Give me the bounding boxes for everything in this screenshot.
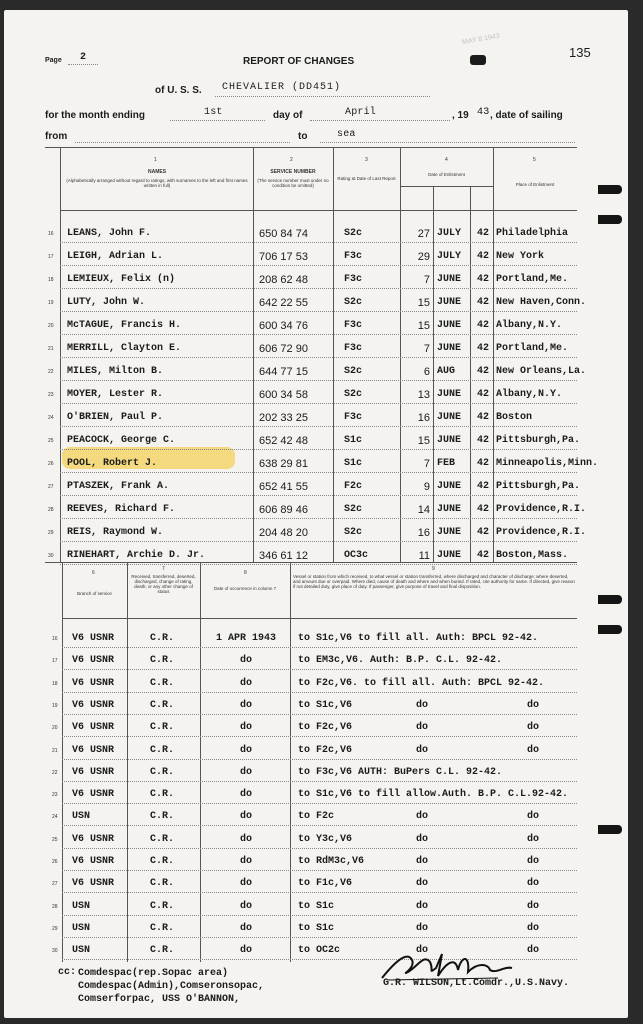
change-type: C.R.: [150, 900, 175, 912]
branch-of-service: USN: [72, 945, 91, 957]
change-type: C.R.: [150, 677, 175, 689]
rating: S2c: [344, 366, 363, 377]
enlist-place: Portland,Me.: [496, 343, 569, 354]
enlist-place: Albany,N.Y.: [496, 389, 563, 400]
crew-name: REIS, Raymond W.: [67, 527, 164, 538]
page-number: 2: [80, 52, 87, 63]
column-number: 6: [92, 570, 95, 576]
service-header: SERVICE NUMBER: [270, 169, 316, 175]
row-number: 28: [52, 903, 58, 910]
ditto-mark: do: [527, 922, 540, 934]
change-remark: to F2c,V6: [298, 722, 353, 734]
change-type: C.R.: [150, 811, 175, 823]
enlist-day: 15: [417, 297, 430, 309]
change-remark: to S1c: [298, 900, 335, 912]
enlist-year: 42: [477, 251, 490, 262]
enlist-year: 42: [477, 504, 490, 515]
ditto-mark: do: [527, 878, 540, 890]
branch-of-service: USN: [72, 900, 91, 912]
enlist-day: 16: [417, 412, 430, 424]
cc-line: Comserforpac, USS O'BANNON,: [78, 994, 241, 1005]
row-number: 28: [48, 507, 54, 513]
enlist-day: 14: [417, 504, 430, 516]
rating: S2c: [344, 297, 363, 308]
enlist-year: 42: [477, 274, 490, 285]
ditto-mark: do: [527, 900, 540, 912]
row-number: 18: [52, 680, 58, 687]
ditto-mark: do: [416, 856, 429, 867]
service-number: 204 48 20: [259, 527, 308, 539]
row-number: 22: [52, 769, 58, 776]
occurrence-date: do: [239, 856, 252, 867]
rating: OC3c: [344, 550, 369, 561]
enlist-place: Providence,R.I.: [496, 504, 587, 515]
change-header: Received, transferred, deserted, discharged, change of rating, death, or any other change of status: [131, 574, 196, 594]
year-value: 43: [477, 107, 490, 118]
enlistment-date-header: Date of Enlistment: [428, 172, 465, 177]
column-number: 3: [365, 157, 368, 163]
crew-name: PEACOCK, George C.: [67, 435, 176, 446]
column-number: 5: [533, 157, 536, 163]
row-number: 17: [52, 658, 58, 665]
cc-label: cc:: [58, 967, 77, 978]
change-type: C.R.: [150, 878, 175, 890]
row-number: 21: [52, 747, 58, 754]
occurrence-date: do: [239, 878, 252, 890]
enlist-year: 42: [477, 435, 490, 446]
enlist-day: 15: [417, 435, 430, 447]
change-remark: to S1c,V6: [298, 699, 353, 711]
occurrence-date: do: [239, 655, 252, 667]
column-number: 9: [432, 566, 435, 572]
enlist-year: 42: [477, 458, 490, 469]
enlist-day: 7: [423, 343, 430, 355]
year-prefix: , 19: [452, 110, 469, 121]
occurrence-date: do: [239, 744, 252, 756]
service-number: 600 34 76: [259, 320, 308, 332]
ditto-mark: do: [527, 833, 540, 845]
change-remark: to EM3c,V6. Auth: B.P. C.L. 92-42.: [298, 655, 503, 667]
branch-of-service: V6 USNR: [72, 677, 115, 689]
occurrence-date: do: [239, 833, 252, 845]
enlist-month: JUNE: [437, 320, 462, 331]
cc-list: [78, 967, 264, 1006]
row-number: 18: [48, 277, 54, 283]
crew-name: LUTY, John W.: [67, 297, 146, 308]
enlist-place: Pittsburgh,Pa.: [496, 435, 581, 446]
occurrence-date: do: [239, 900, 252, 912]
enlist-month: JULY: [437, 228, 462, 239]
enlist-month: JUNE: [437, 412, 462, 423]
enlist-place: Philadelphia: [496, 228, 569, 239]
occurrence-date-header: Date of occurrence in column 7: [213, 586, 277, 591]
row-number: 25: [52, 836, 58, 843]
enlist-month: JUNE: [437, 504, 462, 515]
enlist-day: 29: [417, 251, 430, 263]
ditto-mark: do: [416, 722, 429, 734]
enlist-month: JUNE: [437, 550, 462, 561]
branch-header: Branch of service: [77, 591, 112, 596]
enlist-day: 7: [423, 274, 430, 286]
change-type: C.R.: [150, 744, 175, 756]
row-number: 17: [48, 254, 54, 260]
row-number: 30: [48, 553, 54, 559]
service-number: 606 89 46: [259, 504, 308, 516]
enlist-year: 42: [477, 527, 490, 538]
occurrence-date: 1 APR 1943: [215, 633, 276, 644]
row-number: 27: [48, 484, 54, 490]
enlist-year: 42: [477, 389, 490, 400]
service-number: 606 72 90: [259, 343, 308, 355]
enlist-place: Minneapolis,Minn.: [496, 458, 599, 469]
enlist-place: Portland,Me.: [496, 274, 569, 285]
service-number: 650 84 74: [259, 228, 308, 240]
change-type: C.R.: [150, 945, 175, 957]
enlist-year: 42: [477, 297, 490, 308]
month-value: April: [345, 107, 377, 118]
enlist-place: Boston: [496, 412, 533, 423]
rating: S2c: [344, 504, 363, 515]
branch-of-service: V6 USNR: [72, 833, 115, 845]
punch-mark: [470, 55, 486, 65]
rating: F3c: [344, 251, 363, 262]
occurrence-date: do: [239, 922, 252, 934]
day-of-label: day of: [273, 110, 303, 121]
enlist-day: 13: [417, 389, 430, 401]
row-number: 16: [52, 636, 58, 642]
change-remark: to S1c: [298, 922, 335, 934]
occurrence-date: do: [239, 722, 252, 734]
enlist-day: 16: [417, 527, 430, 539]
enlist-place: New York: [496, 251, 545, 262]
rating: F3c: [344, 343, 363, 354]
page-label: Page: [45, 57, 62, 64]
change-type: C.R.: [150, 699, 175, 711]
change-type: C.R.: [150, 833, 175, 845]
crew-name: POOL, Robert J.: [67, 458, 158, 469]
service-number: 706 17 53: [259, 251, 308, 263]
ditto-mark: do: [527, 744, 540, 756]
enlist-year: 42: [477, 228, 490, 239]
enlist-day: 7: [423, 458, 430, 470]
ship-label: of U. S. S.: [155, 85, 202, 96]
rating-header: Rating at Date of Last Report: [337, 176, 396, 181]
ditto-mark: do: [527, 856, 540, 867]
occurrence-date: do: [239, 699, 252, 711]
service-number: 208 62 48: [259, 274, 308, 286]
row-number: 20: [52, 725, 58, 732]
row-number: 29: [52, 925, 58, 932]
binder-tab: [598, 215, 622, 224]
service-number: 644 77 15: [259, 366, 308, 378]
change-remark: to F2c,V6: [298, 744, 353, 756]
branch-of-service: V6 USNR: [72, 789, 115, 801]
change-type: C.R.: [150, 655, 175, 667]
row-number: 30: [52, 948, 58, 955]
rating: S2c: [344, 527, 363, 538]
enlist-place: Pittsburgh,Pa.: [496, 481, 581, 492]
binder-tab: [598, 625, 622, 634]
crew-name: MERRILL, Clayton E.: [67, 343, 182, 354]
rating: F3c: [344, 320, 363, 331]
row-number: 26: [48, 461, 54, 467]
ditto-mark: do: [416, 811, 429, 823]
enlist-day: 11: [418, 550, 430, 562]
ditto-mark: do: [416, 878, 429, 890]
row-number: 24: [48, 415, 54, 421]
change-type: C.R.: [150, 856, 175, 867]
rating: S1c: [344, 458, 363, 469]
crew-name: MOYER, Lester R.: [67, 389, 164, 400]
sailing-label: , date of sailing: [490, 110, 563, 121]
occurrence-date: do: [239, 945, 252, 957]
row-number: 20: [48, 323, 54, 329]
enlist-year: 42: [477, 320, 490, 331]
branch-of-service: V6 USNR: [72, 878, 115, 890]
service-subheader: (The service number must under no condition be omitted): [257, 178, 329, 188]
change-remark: to F2c,V6. to fill all. Auth: BPCL 92-42.: [298, 677, 545, 689]
branch-of-service: V6 USNR: [72, 655, 115, 667]
row-number: 29: [48, 530, 54, 536]
row-number: 21: [48, 346, 54, 352]
ditto-mark: do: [527, 699, 540, 711]
row-number: 19: [48, 300, 54, 306]
service-number: 642 22 55: [259, 297, 308, 309]
signer-name: G.R. WILSON,Lt.Comdr.,U.S.Navy.: [383, 978, 570, 989]
row-number: 16: [48, 231, 54, 237]
row-number: 23: [48, 392, 54, 398]
enlist-year: 42: [477, 481, 490, 492]
enlist-day: 15: [417, 320, 430, 332]
enlist-month: JUNE: [437, 343, 462, 354]
crew-name: RINEHART, Archie D. Jr.: [67, 550, 206, 561]
page-title: REPORT OF CHANGES: [243, 56, 355, 67]
crew-name: LEIGH, Adrian L.: [67, 251, 164, 262]
ship-name: CHEVALIER (DD451): [222, 82, 342, 93]
service-number: 652 42 48: [259, 435, 308, 447]
change-type: C.R.: [150, 766, 175, 778]
branch-of-service: V6 USNR: [72, 856, 115, 867]
enlist-place: New Haven,Conn.: [496, 297, 587, 308]
rating: F3c: [344, 412, 363, 423]
from-label: from: [45, 131, 68, 142]
change-remark: to F3c,V6 AUTH: BuPers C.L. 92-42.: [298, 766, 503, 778]
enlist-month: JUNE: [437, 389, 462, 400]
enlist-year: 42: [477, 343, 490, 354]
to-label: to: [298, 131, 308, 142]
branch-of-service: V6 USNR: [72, 699, 115, 711]
enlist-day: 9: [423, 481, 430, 493]
row-number: 26: [52, 859, 58, 865]
enlist-year: 42: [477, 366, 490, 377]
crew-name: LEMIEUX, Felix (n): [67, 274, 176, 285]
rating: F3c: [344, 274, 363, 285]
occurrence-date: do: [239, 789, 252, 801]
branch-of-service: V6 USNR: [72, 722, 115, 734]
service-number: 202 33 25: [259, 412, 308, 424]
occurrence-date: do: [239, 811, 252, 823]
ditto-mark: do: [416, 945, 429, 957]
row-number: 23: [52, 792, 58, 799]
change-type: C.R.: [150, 922, 175, 934]
branch-of-service: USN: [72, 922, 91, 934]
column-number: 7: [162, 566, 165, 572]
service-number: 652 41 55: [259, 481, 308, 493]
enlist-month: JUNE: [437, 481, 462, 492]
occurrence-date: do: [239, 766, 252, 778]
enlist-month: JULY: [437, 251, 462, 262]
ditto-mark: do: [527, 945, 540, 957]
names-subheader: (Alphabetically arranged without regard to ratings, with surnames to the left and first names written in full): [66, 178, 248, 188]
binder-tab: [598, 185, 622, 194]
enlist-place: Albany,N.Y.: [496, 320, 563, 331]
occurrence-date: do: [239, 677, 252, 689]
row-number: 24: [52, 814, 58, 821]
ditto-mark: do: [416, 900, 429, 912]
branch-of-service: V6 USNR: [72, 744, 115, 756]
ditto-mark: do: [416, 922, 429, 934]
enlist-place: New Orleans,La.: [496, 366, 587, 377]
enlistment-place-header: Place of Enlistment: [515, 182, 555, 187]
day-value: 1st: [204, 107, 223, 118]
enlist-place: Providence,R.I.: [496, 527, 587, 538]
change-remark: to F1c,V6: [298, 878, 353, 890]
vessel-station-header: Vessel or station from which received, to what vessel or station transferred, where discharged and character of discharge; where deserted, and amount due or overpaid. Where died, cause of death and where and when buried. If rated, cite authority for same. If directed, give reason if not detailed duty, give place of duty. If passenger, give purpose of travel and final disposition.: [293, 574, 575, 589]
row-number: 22: [48, 369, 54, 375]
ditto-mark: do: [527, 722, 540, 734]
change-type: C.R.: [150, 789, 175, 801]
ditto-mark: do: [416, 699, 429, 711]
column-number: 8: [244, 570, 247, 576]
month-ending-label: for the month ending: [45, 110, 145, 121]
enlist-place: Boston,Mass.: [496, 550, 569, 561]
change-remark: to S1c,V6 to fill allow.Auth. B.P. C.L.92-42.: [298, 789, 569, 801]
crew-name: PTASZEK, Frank A.: [67, 481, 170, 492]
ditto-mark: do: [416, 744, 429, 756]
received-stamp: MAY 8 1943: [461, 32, 501, 47]
change-remark: to Y3c,V6: [298, 833, 353, 845]
change-remark: to RdM3c,V6: [298, 856, 365, 867]
cc-line: Comdespac(rep.Sopac area): [78, 968, 229, 979]
crew-name: O'BRIEN, Paul P.: [67, 412, 164, 423]
enlist-year: 42: [477, 412, 490, 423]
crew-name: REEVES, Richard F.: [67, 504, 176, 515]
rating: S2c: [344, 389, 363, 400]
row-number: 19: [52, 702, 58, 709]
enlist-month: JUNE: [437, 274, 462, 285]
crew-name: LEANS, John F.: [67, 228, 152, 239]
row-number: 25: [48, 438, 54, 444]
ditto-mark: do: [416, 833, 429, 845]
change-type: C.R.: [150, 633, 175, 644]
rating: F2c: [344, 481, 363, 492]
enlist-month: JUNE: [437, 297, 462, 308]
binder-tab: [598, 825, 622, 834]
branch-of-service: USN: [72, 811, 91, 823]
branch-of-service: V6 USNR: [72, 766, 115, 778]
enlist-month: AUG: [437, 366, 456, 377]
change-remark: to S1c,V6 to fill all. Auth: BPCL 92-42.: [298, 633, 539, 644]
enlist-month: JUNE: [437, 435, 462, 446]
to-value: sea: [337, 129, 356, 140]
binder-tab: [598, 595, 622, 604]
row-number: 27: [52, 881, 58, 888]
rating: S1c: [344, 435, 363, 446]
ditto-mark: do: [527, 811, 540, 823]
column-number: 4: [445, 157, 448, 163]
column-number: 1: [154, 157, 157, 163]
enlist-month: FEB: [437, 458, 456, 469]
crew-name: MILES, Milton B.: [67, 366, 164, 377]
names-header: NAMES: [147, 169, 167, 175]
service-number: 638 29 81: [259, 458, 308, 470]
cc-line: Comdespac(Admin),Comseronsopac,: [78, 981, 265, 992]
change-type: C.R.: [150, 722, 175, 734]
branch-of-service: V6 USNR: [72, 633, 115, 644]
enlist-day: 27: [417, 228, 430, 240]
crew-name: McTAGUE, Francis H.: [67, 320, 182, 331]
service-number: 346 61 12: [259, 550, 308, 562]
change-remark: to F2c: [298, 811, 335, 823]
change-remark: to OC2c: [298, 945, 341, 957]
column-number: 2: [290, 157, 293, 163]
rating: S2c: [344, 228, 363, 239]
enlist-day: 6: [423, 366, 430, 378]
enlist-month: JUNE: [437, 527, 462, 538]
service-number: 600 34 58: [259, 389, 308, 401]
serial-number: 135: [569, 45, 591, 60]
enlist-year: 42: [477, 550, 490, 561]
